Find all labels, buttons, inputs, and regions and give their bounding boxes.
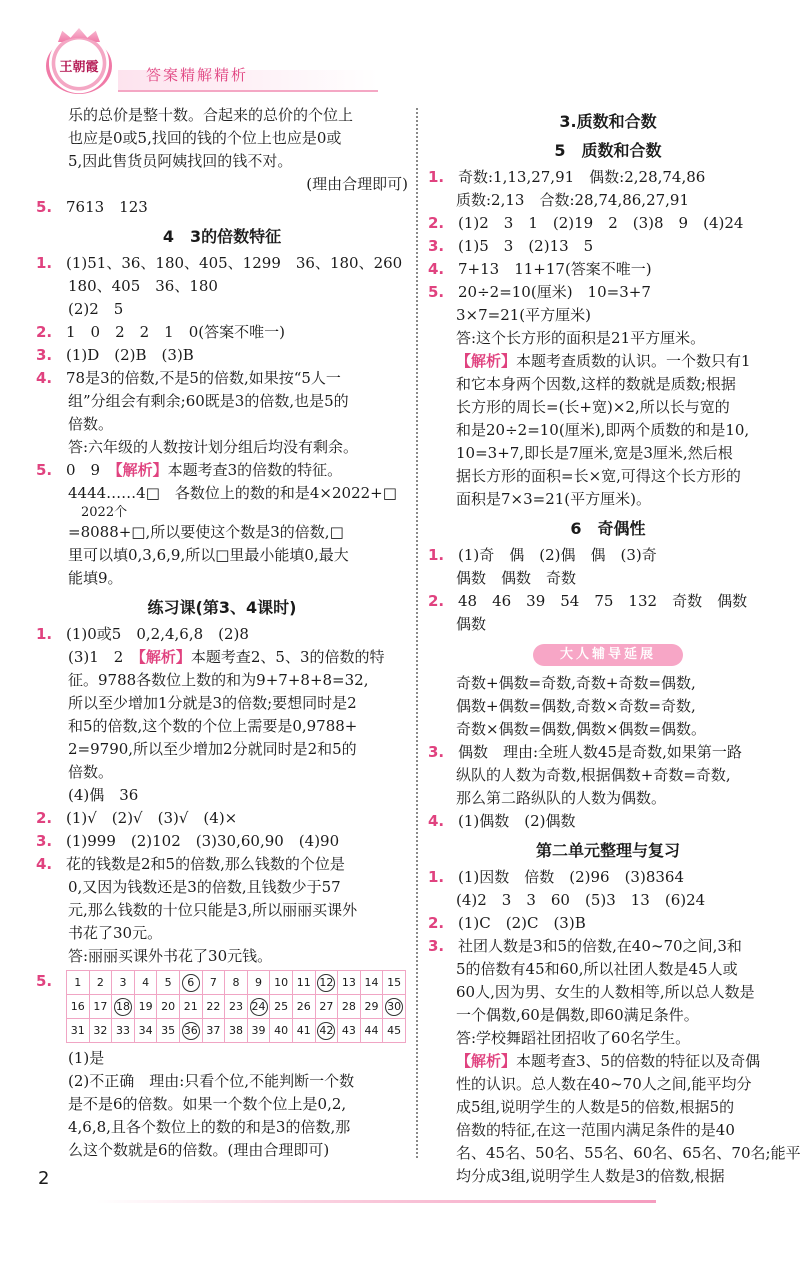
answer-line [428, 912, 788, 935]
text-line: 和是20÷2=10(厘米),即两个质数的和是10, [456, 421, 750, 439]
grid-number: 33 [115, 1024, 130, 1037]
question-number: 2. [428, 214, 445, 232]
text-line: 3×7=21(平方厘米) [456, 306, 592, 324]
question-number: 3. [428, 937, 445, 955]
grid-number: 34 [138, 1024, 153, 1037]
header-title: 答案精解精析 [146, 66, 249, 84]
question-number: 1. [36, 254, 53, 272]
question-number: 4. [428, 260, 445, 278]
grid-number: 44 [364, 1024, 379, 1037]
answer-text: 7+13 11+17(答案不唯一) [458, 260, 652, 278]
question-number: 4. [36, 855, 53, 873]
analysis-text: 本题考查质数的认识。一个数只有1 [516, 352, 751, 370]
analysis-tag: 【解析】 [115, 461, 168, 479]
text-line: 5,因此售货员阿姨找回的钱不对。 [68, 152, 293, 170]
grid-cell [292, 1019, 315, 1043]
answer-text: (1)偶数 (2)偶数 [458, 812, 576, 830]
grid-row [67, 1019, 406, 1043]
grid-number: 32 [93, 1024, 108, 1037]
answer-text: (1)5 3 (2)13 5 [458, 237, 594, 255]
grid-row [67, 995, 406, 1019]
answer-line [428, 235, 788, 258]
text-line: 答:这个长方形的面积是21平方厘米。 [456, 329, 706, 347]
text-line: 质数:2,13 合数:28,74,86,27,91 [456, 191, 690, 209]
analysis-line [36, 646, 408, 669]
question-number: 2. [36, 809, 53, 827]
answer-line [428, 212, 788, 235]
text-line: 2=9790,所以至少增加2分就同时是2和5的 [68, 740, 357, 758]
grid-cell [292, 971, 315, 995]
grid-cell [383, 995, 406, 1019]
grid-number: 4 [142, 976, 150, 989]
analysis-line [36, 459, 408, 482]
analysis-text: 本题考查3的倍数的特征。 [167, 461, 343, 479]
grid-cell [134, 995, 157, 1019]
text-line: 4,6,8,且各个数位上的数的和是3的倍数,那 [68, 1118, 351, 1136]
text-line: (4)偶 36 [68, 786, 139, 804]
grid-number: 11 [296, 976, 311, 989]
grid-number: 43 [341, 1024, 356, 1037]
answer-text: 7613 123 [66, 198, 148, 216]
grid-number: 16 [70, 1000, 85, 1013]
answer-text: (1)奇 偶 (2)偶 偶 (3)奇 [458, 546, 657, 564]
section-title: 4 3的倍数特征 [162, 227, 282, 246]
grid-cell [179, 971, 202, 995]
text-line: 奇数×偶数=偶数,偶数×偶数=偶数。 [456, 720, 707, 738]
grid-cell [202, 971, 225, 995]
grid-cell [225, 1019, 248, 1043]
text-line: 偶数 [456, 615, 487, 633]
answer-text: 78是3的倍数,不是5的倍数,如果按“5人一 [66, 369, 341, 387]
right-lines [428, 110, 801, 1188]
text-line: 倍数的特征,在这一范围内满足条件的是40 [456, 1121, 735, 1139]
text-line: 10=3+7,即长是7厘米,宽是3厘米,然后根 [456, 444, 733, 462]
analysis-tag: 【解析】 [456, 352, 517, 370]
answer-line [428, 935, 788, 958]
answer-text: 1 0 2 2 1 0(答案不唯一) [66, 323, 285, 341]
question-number: 3. [36, 832, 53, 850]
question-number: 5. [36, 198, 53, 216]
grid-cell [292, 995, 315, 1019]
text-line: 0,又因为钱数还是3的倍数,且钱数少于57 [68, 878, 341, 896]
answer-line [36, 623, 408, 646]
text-line: 5的倍数有45和60,所以社团人数是45人或 [456, 960, 738, 978]
text-line: 和5的倍数,这个数的个位上需要是0,9788+ [68, 717, 358, 735]
column-divider [416, 108, 418, 1158]
grid-number: 9 [255, 976, 263, 989]
text-line: (1)是 [68, 1049, 105, 1067]
text-line: 征。9788各数位上数的和为9+7+8+8=32, [68, 671, 369, 689]
question-number: 1. [428, 546, 445, 564]
text-line: 4444……4□ 各数位上的数的和是4×2022+□ [68, 484, 397, 502]
grid-number: 28 [341, 1000, 356, 1013]
answer-text: (1)999 (2)102 (3)30,60,90 (4)90 [66, 832, 340, 850]
grid-cell [225, 995, 248, 1019]
grid-number: 29 [364, 1000, 379, 1013]
grid-number: 17 [93, 1000, 108, 1013]
grid-cell [270, 1019, 293, 1043]
number-grid [66, 970, 406, 1043]
question-number: 5. [36, 972, 53, 990]
grid-number: 20 [161, 1000, 176, 1013]
grid-cell [315, 1019, 338, 1043]
grid-cell [202, 1019, 225, 1043]
text-line: 180、405 36、180 [68, 277, 218, 295]
grid-number: 8 [232, 976, 240, 989]
page-header [0, 0, 810, 100]
grid-cell [270, 971, 293, 995]
text-line: 倍数。 [68, 763, 114, 781]
right-column [428, 104, 801, 1188]
text-line: 么这个数就是6的倍数。(理由合理即可) [68, 1141, 330, 1159]
answer-line [428, 866, 788, 889]
grid-number: 42 [317, 1022, 335, 1040]
left-column [36, 104, 408, 1162]
question-number: 3. [36, 346, 53, 364]
answer-line [428, 544, 788, 567]
question-number: 5. [428, 283, 445, 301]
text-line: 里可以填0,3,6,9,所以□里最小能填0,最大 [68, 546, 349, 564]
answer-text: (1)51、36、180、405、1299 36、180、260 [66, 254, 403, 272]
text-line: =8088+□,所以要使这个数是3的倍数,□ [68, 523, 344, 541]
grid-number: 25 [274, 1000, 289, 1013]
text-line: 面积是7×3=21(平方厘米)。 [456, 490, 652, 508]
question-number: 1. [428, 168, 445, 186]
grid-number: 3 [119, 976, 127, 989]
grid-cell [360, 1019, 383, 1043]
grid-number: 30 [385, 998, 403, 1016]
grid-number: 36 [182, 1022, 200, 1040]
question-number: 4. [36, 369, 53, 387]
grid-number: 37 [206, 1024, 221, 1037]
logo-text: 王朝霞 [59, 60, 99, 75]
text-line: 那么第二路纵队的人数为偶数。 [456, 789, 667, 807]
grid-number: 26 [296, 1000, 311, 1013]
grid-cell [338, 1019, 361, 1043]
question-number: 1. [428, 868, 445, 886]
question-number: 3. [428, 237, 445, 255]
answer-line [428, 810, 788, 833]
grid-cell [67, 995, 90, 1019]
answer-text: 偶数 理由:全班人数45是奇数,如果第一路 [458, 743, 742, 761]
publisher-logo [40, 28, 120, 100]
text-line: 组”分组会有剩余;60既是3的倍数,也是5的 [68, 392, 349, 410]
text-line: 2022个 [68, 505, 128, 520]
answer-text: 0 9 [66, 461, 116, 479]
grid-number: 7 [209, 976, 217, 989]
grid-cell [383, 971, 406, 995]
grid-cell [179, 1019, 202, 1043]
answer-line [36, 252, 408, 275]
grid-cell [360, 995, 383, 1019]
grid-number: 1 [74, 976, 82, 989]
page-number: 2 [38, 1168, 50, 1189]
text-line: (2)不正确 理由:只看个位,不能判断一个数 [68, 1072, 355, 1090]
text-line: 所以至少增加1分就是3的倍数;要想同时是2 [68, 694, 357, 712]
answer-line [36, 807, 408, 830]
grid-cell [247, 971, 270, 995]
text-line: 乐的总价是整十数。合起来的总价的个位上 [68, 106, 354, 124]
answer-line [428, 741, 788, 764]
text-line: 是不是6的倍数。如果一个数个位上是0,2, [68, 1095, 347, 1113]
grid-cell [89, 971, 112, 995]
text-line: 能填9。 [68, 569, 123, 587]
grid-number: 2 [96, 976, 104, 989]
analysis-line [428, 350, 788, 373]
answer-line [36, 853, 408, 876]
text-line: 偶数 偶数 奇数 [456, 569, 577, 587]
text-line: 纵队的人数为奇数,根据偶数+奇数=奇数, [456, 766, 731, 784]
grid-number: 6 [182, 974, 200, 992]
text-line: 据长方形的面积=长×宽,可得这个长方形的 [456, 467, 741, 485]
answer-line [428, 590, 788, 613]
answer-line [36, 367, 408, 390]
section-title: 5 质数和合数 [554, 141, 662, 160]
grid-row [67, 971, 406, 995]
question-number: 2. [36, 323, 53, 341]
answer-text: (1)2 3 1 (2)19 2 (3)8 9 (4)24 [458, 214, 744, 232]
grid-number: 15 [387, 976, 402, 989]
section-title: 6 奇偶性 [570, 519, 646, 538]
answer-text: (3)1 2 [68, 648, 139, 666]
grid-cell [338, 971, 361, 995]
grid-number: 41 [296, 1024, 311, 1037]
answer-line [36, 196, 408, 219]
text-line: (2)2 5 [68, 300, 124, 318]
grid-number: 24 [250, 998, 268, 1016]
grid-number: 10 [274, 976, 289, 989]
question-number: 2. [428, 914, 445, 932]
question-number: 1. [36, 625, 53, 643]
text-line: 答:六年级的人数按计划分组后均没有剩余。 [68, 438, 359, 456]
grid-cell [89, 1019, 112, 1043]
answer-text: (1)0或5 0,2,4,6,8 (2)8 [66, 625, 249, 643]
text-line: 长方形的周长=(长+宽)×2,所以长与宽的 [456, 398, 730, 416]
text-line: (理由合理即可) [306, 175, 408, 193]
grid-cell [67, 1019, 90, 1043]
analysis-text: 本题考查2、5、3的倍数的特 [190, 648, 385, 666]
answer-line [428, 166, 788, 189]
grid-number: 5 [164, 976, 172, 989]
grid-cell [315, 971, 338, 995]
text-line: 书花了30元。 [68, 924, 163, 942]
grid-cell [134, 971, 157, 995]
analysis-tag: 【解析】 [138, 648, 191, 666]
text-line: 答:丽丽买课外书花了30元钱。 [68, 947, 273, 965]
grid-cell [270, 995, 293, 1019]
analysis-line [428, 1050, 788, 1073]
q5-grid-row [36, 970, 408, 1043]
text-line: 和它本身两个因数,这样的数就是质数;根据 [456, 375, 736, 393]
grid-cell [89, 995, 112, 1019]
grid-number: 38 [228, 1024, 243, 1037]
grid-number: 14 [364, 976, 379, 989]
text-line: 也应是0或5,找回的钱的个位上也应是0或 [68, 129, 342, 147]
text-line: 均分成3组,说明学生人数是3的倍数,根据 [456, 1167, 725, 1185]
text-line: 奇数+偶数=奇数,奇数+奇数=偶数, [456, 674, 696, 692]
grid-cell [157, 995, 180, 1019]
grid-cell [247, 995, 270, 1019]
footer-line [96, 1200, 656, 1203]
grid-cell [360, 971, 383, 995]
grid-cell [202, 995, 225, 1019]
grid-number: 21 [183, 1000, 198, 1013]
grid-number: 13 [341, 976, 356, 989]
question-number: 2. [428, 592, 445, 610]
answer-line [36, 321, 408, 344]
grid-number: 19 [138, 1000, 153, 1013]
grid-cell [338, 995, 361, 1019]
answer-text: 20÷2=10(厘米) 10=3+7 [458, 283, 651, 301]
text-line: 一个偶数,60是偶数,即60满足条件。 [456, 1006, 699, 1024]
text-line: 成5组,说明学生的人数是5的倍数,根据5的 [456, 1098, 735, 1116]
grid-cell [315, 995, 338, 1019]
answer-text: 48 46 39 54 75 132 奇数 偶数 [458, 592, 748, 610]
answer-text: (1)因数 倍数 (2)96 (3)8364 [458, 868, 685, 886]
grid-number: 35 [161, 1024, 176, 1037]
answer-line [428, 258, 788, 281]
text-line: 偶数+偶数=偶数,奇数×奇数=奇数, [456, 697, 696, 715]
grid-cell [67, 971, 90, 995]
grid-number: 31 [70, 1024, 85, 1037]
grid-cell [112, 1019, 135, 1043]
grid-cell [247, 1019, 270, 1043]
text-line: (4)2 3 3 60 (5)3 13 (6)24 [456, 891, 706, 909]
section-title: 练习课(第3、4课时) [147, 598, 297, 617]
grid-number: 45 [387, 1024, 402, 1037]
grid-cell [225, 971, 248, 995]
grid-cell [112, 971, 135, 995]
text-line: 倍数。 [68, 415, 114, 433]
grid-number: 23 [228, 1000, 243, 1013]
grid-cell [134, 1019, 157, 1043]
left-lines [36, 104, 408, 968]
answer-text: 花的钱数是2和5的倍数,那么钱数的个位是 [66, 855, 345, 873]
answer-text: (1)C (2)C (3)B [458, 914, 586, 932]
grid-cell [383, 1019, 406, 1043]
grid-number: 39 [251, 1024, 266, 1037]
question-number: 3. [428, 743, 445, 761]
section-title: 第二单元整理与复习 [535, 841, 680, 860]
grid-cell [157, 1019, 180, 1043]
answer-text: 奇数:1,13,27,91 偶数:2,28,74,86 [458, 168, 706, 186]
grid-number: 40 [274, 1024, 289, 1037]
grid-cell [157, 971, 180, 995]
question-number: 5. [36, 461, 53, 479]
text-line: 答:学校舞蹈社团招收了60名学生。 [456, 1029, 691, 1047]
grid-cell [179, 995, 202, 1019]
question-number: 4. [428, 812, 445, 830]
grid-number: 27 [319, 1000, 334, 1013]
answer-line [36, 344, 408, 367]
left-after-grid [36, 1047, 408, 1162]
text-line: 元,那么钱数的十位只能是3,所以丽丽买课外 [68, 901, 358, 919]
grid-number: 22 [206, 1000, 221, 1013]
section-title: 3.质数和合数 [559, 112, 657, 131]
analysis-tag: 【解析】 [456, 1052, 517, 1070]
text-line: 名、45名、50名、55名、60名、65名、70名;能平 [456, 1144, 801, 1162]
extension-banner: 大人辅导延展 [533, 644, 683, 666]
grid-number: 12 [317, 974, 335, 992]
answer-text: (1)D (2)B (3)B [66, 346, 194, 364]
answer-text: 社团人数是3和5的倍数,在40~70之间,3和 [458, 937, 742, 955]
grid-number: 18 [114, 998, 132, 1016]
answer-line [36, 830, 408, 853]
text-line: 性的认识。总人数在40~70人之间,能平均分 [456, 1075, 752, 1093]
grid-cell [112, 995, 135, 1019]
analysis-text: 本题考查3、5的倍数的特征以及奇偶 [516, 1052, 761, 1070]
text-line: 60人,因为男、女生的人数相等,所以总人数是 [456, 983, 755, 1001]
answer-line [428, 281, 788, 304]
answer-text: (1)√ (2)√ (3)√ (4)× [66, 809, 238, 827]
